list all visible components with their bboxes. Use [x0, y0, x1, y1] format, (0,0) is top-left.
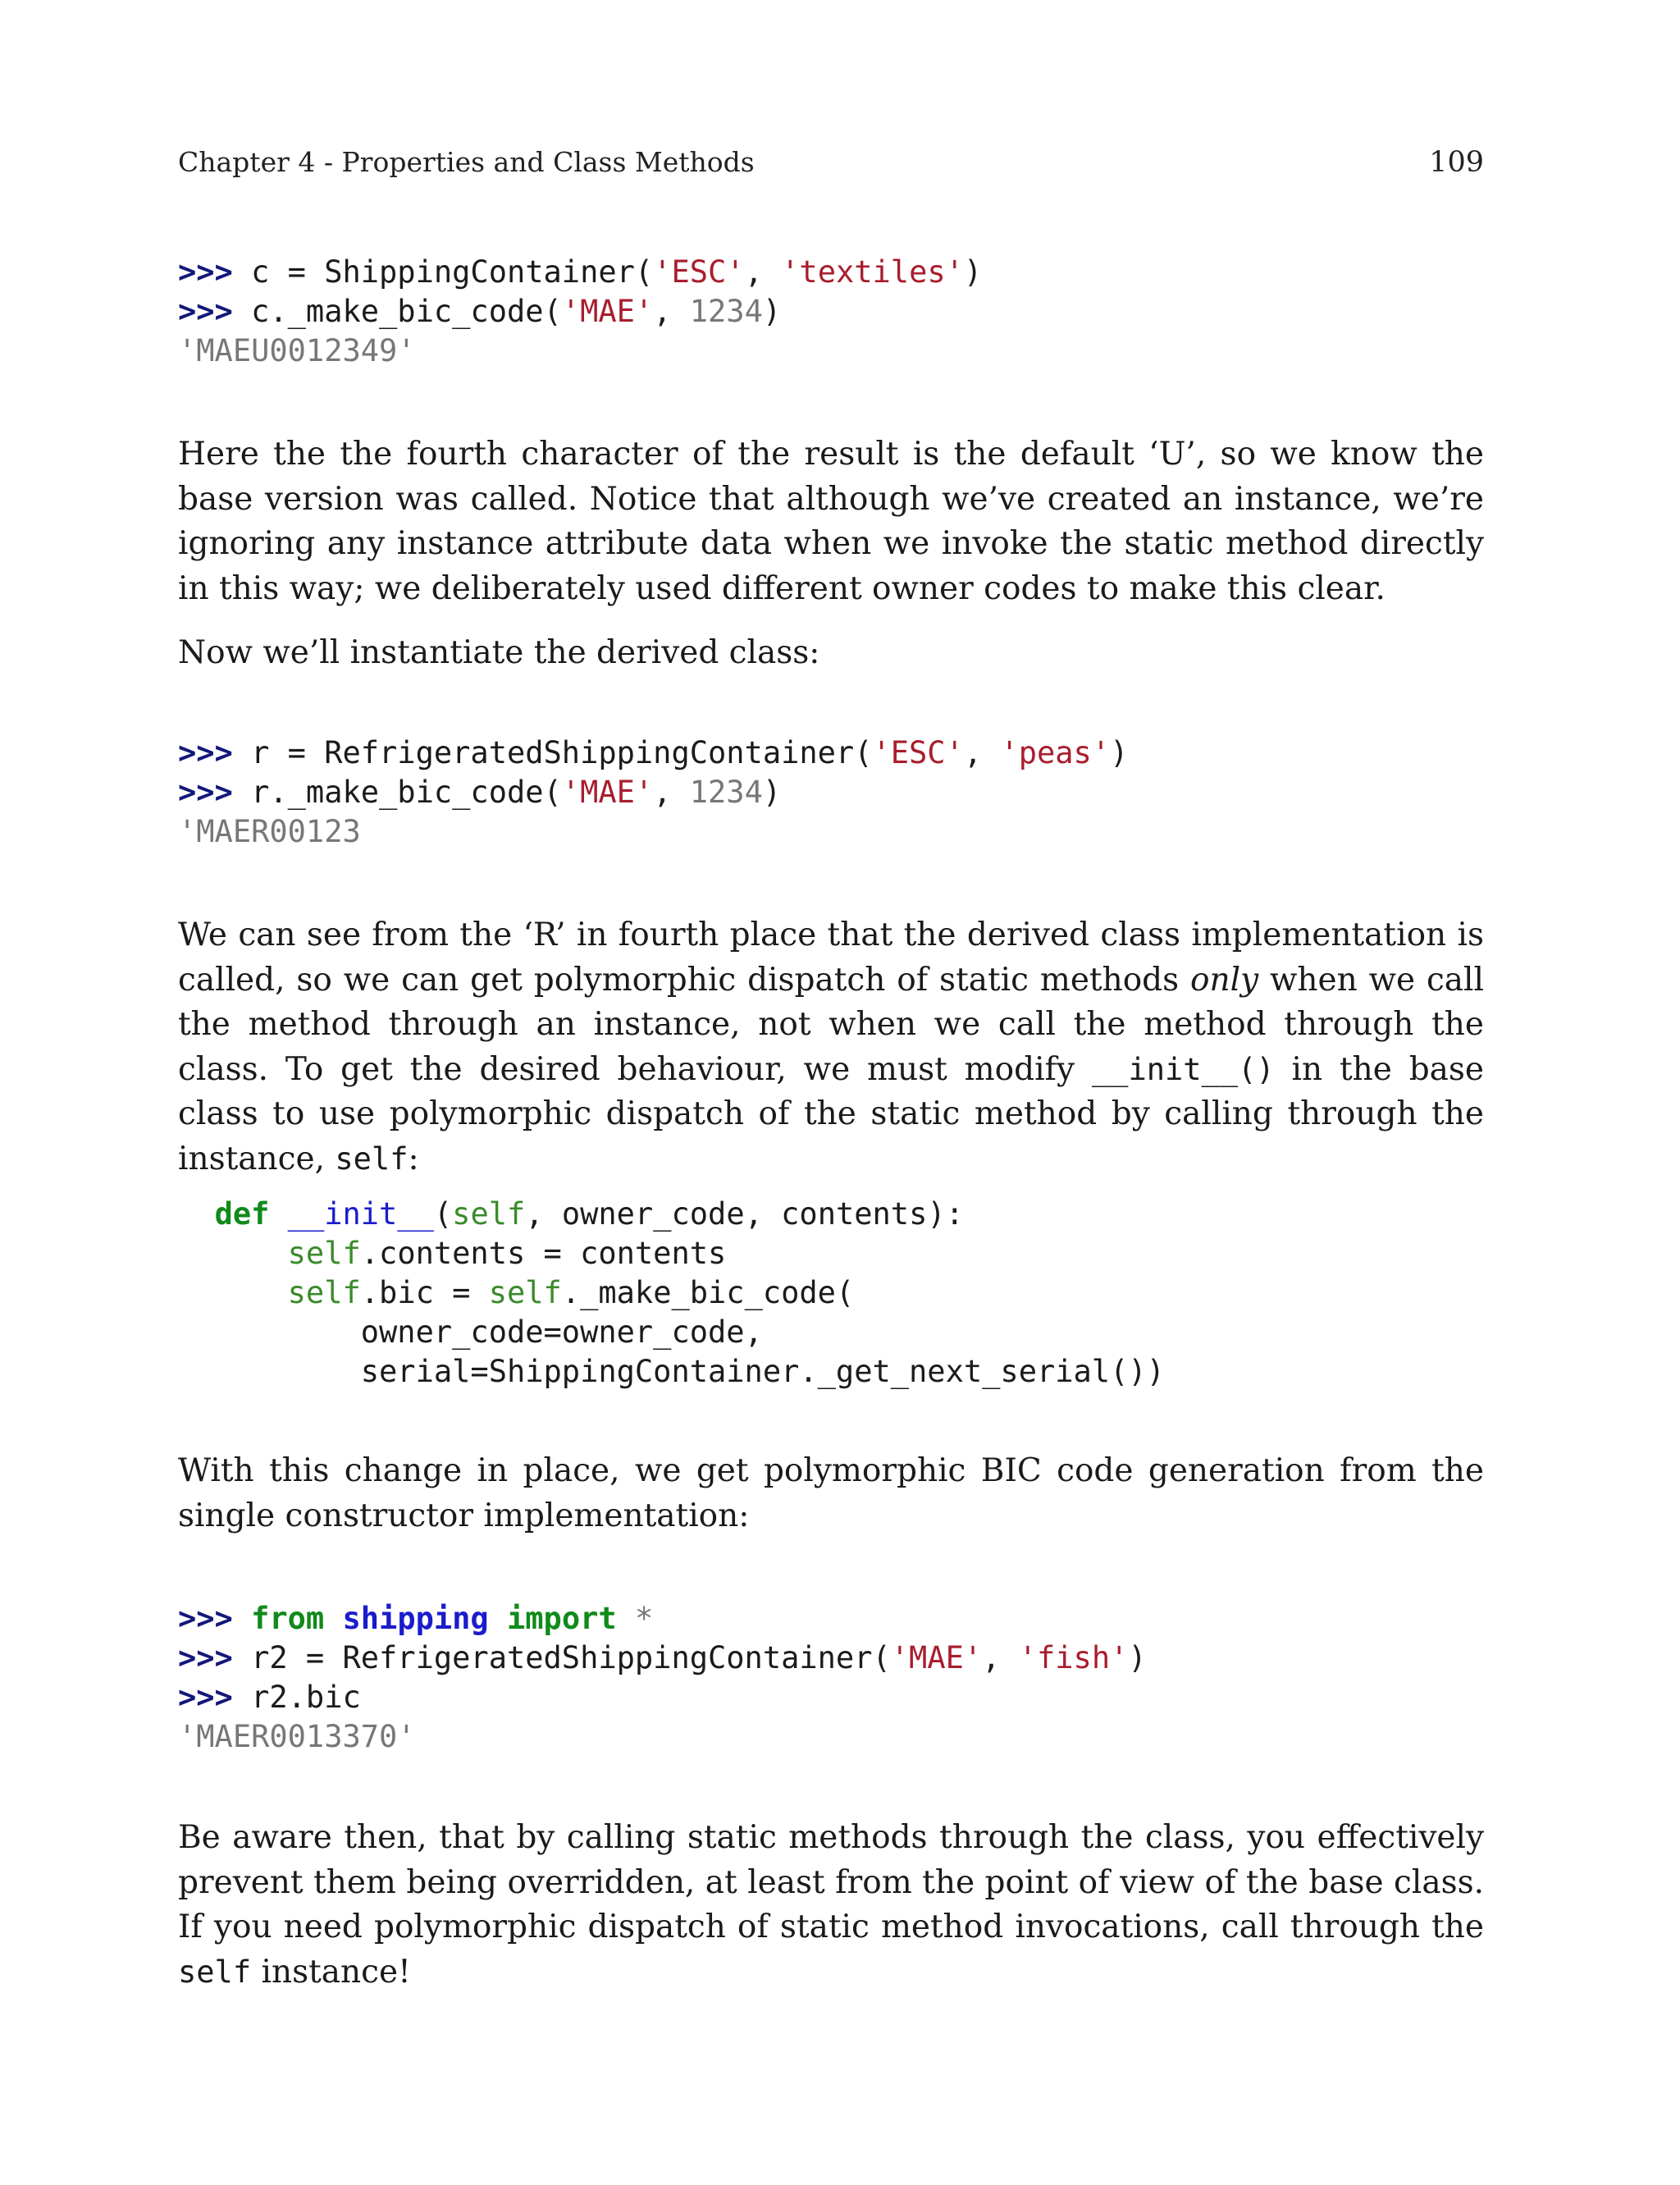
paragraph-3: We can see from the ‘R’ in fourth place that the derived class implementation is called, so we can get polymorphic dispatch of static methods only when we call the method through an instance, not when we call the method through the class. To get the desired behaviour, we must modify __init__() in the base class to use polymorphic dispatch of the static method by calling through the instance, self:: [178, 917, 1485, 1177]
prompt: >>>: [178, 254, 233, 290]
prompt: >>>: [178, 735, 233, 770]
page-number: 109: [1429, 146, 1484, 179]
code-line: >>> c = ShippingContainer('ESC', 'textiles'): [178, 254, 983, 290]
code-line: >>> r = RefrigeratedShippingContainer('ESC', 'peas'): [178, 735, 1129, 770]
prompt: >>>: [178, 775, 233, 810]
emphasis: only: [1190, 961, 1259, 999]
paragraph-4: With this change in place, we get polymorphic BIC code generation from the single constructor implementation:: [178, 1452, 1484, 1534]
code-line: self.contents = contents: [287, 1236, 727, 1271]
code-line: >>> r2.bic: [178, 1680, 361, 1715]
code-line: >>> c._make_bic_code('MAE', 1234): [178, 294, 782, 329]
code-line: >>> r2 = RefrigeratedShippingContainer('MAE', 'fish'): [178, 1640, 1147, 1675]
chapter-title: Chapter 4 - Properties and Class Methods: [178, 146, 755, 178]
code-line: >>> from shipping import *: [178, 1601, 654, 1636]
prompt: >>>: [178, 1601, 233, 1636]
code-block-1: [178, 253, 982, 371]
inline-code: self: [335, 1140, 409, 1177]
code-output: 'MAER0013370': [178, 1719, 416, 1754]
paragraph-2: Now we’ll instantiate the derived class:: [178, 634, 820, 671]
prompt: >>>: [178, 294, 233, 329]
paragraph-5: Be aware then, that by calling static methods through the class, you effectively prevent them being overridden, at least from the point of view of the base class. If you need polymorphic dispatch of static method invocations, call through the self instance!: [178, 1819, 1484, 1991]
code-output: 'MAER00123: [178, 814, 361, 849]
inline-code: self: [178, 1954, 252, 1990]
code-line: def __init__(self, owner_code, contents):: [214, 1196, 964, 1232]
code-block-3: [178, 1195, 1165, 1392]
prompt: >>>: [178, 1640, 233, 1675]
code-line: owner_code=owner_code,: [178, 1314, 763, 1350]
code-block-4: [178, 1599, 1147, 1757]
inline-code: __init__(): [1091, 1051, 1275, 1087]
code-line: self.bic = self._make_bic_code(: [287, 1275, 855, 1310]
code-line: >>> r._make_bic_code('MAE', 1234): [178, 775, 782, 810]
paragraph-1: Here the the fourth character of the result is the default ‘U’, so we know the base version was called. Notice that although we’ve created an instance, we’re ignoring any instance attribute data when we invoke the static method directly in this way; we deliberately used different owner codes to make this clear.: [178, 436, 1484, 607]
code-block-2: [178, 734, 1128, 852]
prompt: >>>: [178, 1680, 233, 1715]
code-line: serial=ShippingContainer._get_next_serial()): [178, 1354, 1165, 1389]
code-output: 'MAEU0012349': [178, 333, 416, 368]
page-header: [178, 146, 1484, 184]
